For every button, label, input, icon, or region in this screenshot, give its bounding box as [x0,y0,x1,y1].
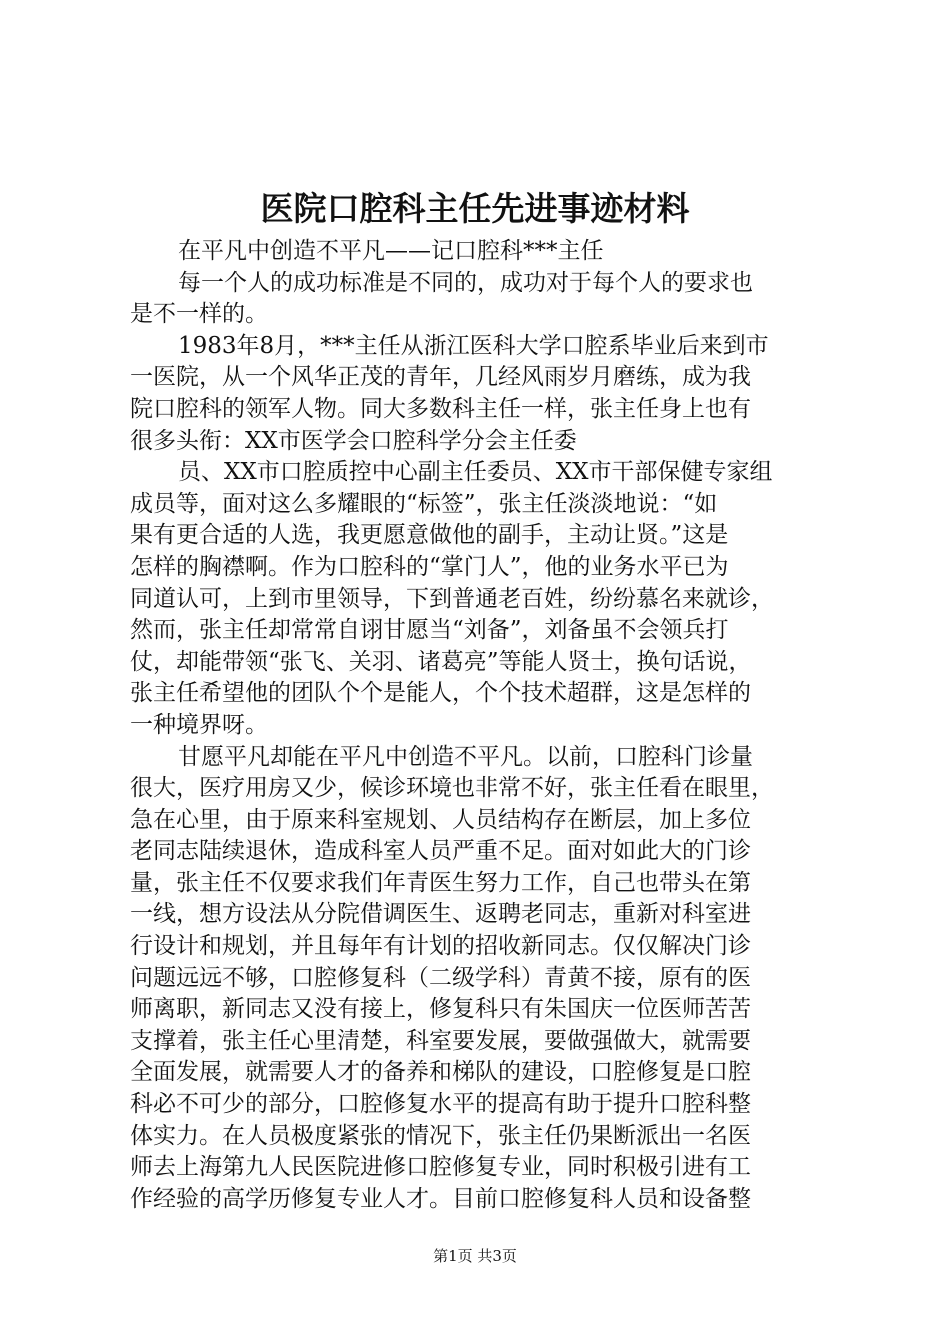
body-line: 员、XX市口腔质控中心副主任委员、XX市干部保健专家组 [178,459,773,486]
body-line: 怎样的胸襟啊。作为口腔科的“掌门人”，他的业务水平已为 [130,553,729,580]
body-line: 很大，医疗用房又少，候诊环境也非常不好，张主任看在眼里， [130,775,774,802]
body-line: 老同志陆续退休，造成科室人员严重不足。面对如此大的门诊 [130,838,751,865]
body-line: 同道认可，上到市里领导，下到普通老百姓，纷纷慕名来就诊， [130,585,774,612]
body-line: 一医院，从一个风华正茂的青年，几经风雨岁月磨练，成为我 [130,364,751,391]
body-line: 支撑着，张主任心里清楚，科室要发展，要做强做大，就需要 [130,1027,751,1054]
body-line: 仗，却能带领“张飞、关羽、诸葛亮”等能人贤士，换句话说， [130,648,752,675]
body-line: 师去上海第九人民医院进修口腔修复专业，同时积极引进有工 [130,1154,751,1181]
page-number-footer: 第1页 共3页 [433,1247,517,1265]
body-line: 然而，张主任却常常自诩甘愿当“刘备”，刘备虽不会领兵打 [130,617,729,644]
body-line: 1983年8月，***主任从浙江医科大学口腔系毕业后来到市 [178,332,769,359]
body-line: 作经验的高学历修复专业人才。目前口腔修复科人员和设备整 [130,1185,751,1212]
body-line: 急在心里，由于原来科室规划、人员结构存在断层，加上多位 [130,806,751,833]
body-line: 每一个人的成功标准是不同的，成功对于每个人的要求也 [178,269,753,296]
body-line: 一种境界呀。 [130,711,268,738]
body-line: 院口腔科的领军人物。同大多数科主任一样，张主任身上也有 [130,395,751,422]
body-line: 成员等，面对这么多耀眼的“标签”，张主任淡淡地说：“如 [130,490,718,517]
body-line: 全面发展，就需要人才的备养和梯队的建设，口腔修复是口腔 [130,1059,751,1086]
body-line: 很多头衔：XX市医学会口腔科学分会主任委 [130,427,577,454]
body-line: 是不一样的。 [130,301,268,328]
body-line: 问题远远不够，口腔修复科（二级学科）青黄不接，原有的医 [130,964,751,991]
body-line: 科必不可少的部分，口腔修复水平的提高有助于提升口腔科整 [130,1091,751,1118]
body-line: 果有更合适的人选，我更愿意做他的副手，主动让贤。”这是 [130,522,729,549]
body-line: 行设计和规划，并且每年有计划的招收新同志。仅仅解决门诊 [130,933,751,960]
body-line: 甘愿平凡却能在平凡中创造不平凡。以前，口腔科门诊量 [178,743,753,770]
body-line: 张主任希望他的团队个个是能人，个个技术超群，这是怎样的 [130,680,751,707]
body-line: 师离职，新同志又没有接上，修复科只有朱国庆一位医师苦苦 [130,996,751,1023]
document-body [130,236,830,1215]
body-line: 一线，想方设法从分院借调医生、返聘老同志，重新对科室进 [130,901,751,928]
body-line: 量，张主任不仅要求我们年青医生努力工作，自己也带头在第 [130,869,751,896]
document-title: 医院口腔科主任先进事迹材料 [260,189,690,228]
body-line: 体实力。在人员极度紧张的情况下，张主任仍果断派出一名医 [130,1122,751,1149]
subtitle-line: 在平凡中创造不平凡——记口腔科***主任 [178,238,604,264]
